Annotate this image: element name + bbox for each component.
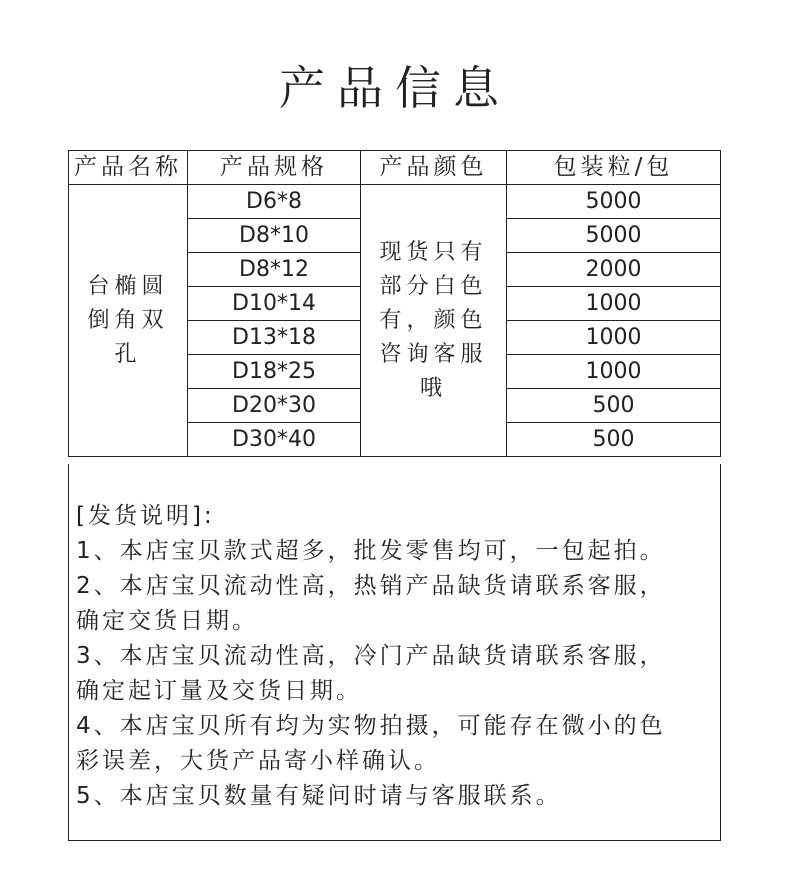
color-note-line: 有，颜色 [379, 307, 488, 333]
qty-cell: 500 [507, 423, 721, 457]
page-title: 产品信息 [279, 61, 511, 115]
notes-heading: [发货说明]: [76, 503, 215, 529]
qty-cell: 1000 [507, 287, 721, 321]
spec-cell: D6*8 [188, 185, 361, 219]
spec-cell: D8*10 [188, 219, 361, 253]
qty-cell: 5000 [507, 185, 721, 219]
qty-cell: 5000 [507, 219, 721, 253]
qty-cell: 1000 [507, 321, 721, 355]
spec-cell: D18*25 [188, 355, 361, 389]
product-name-line: 台椭圆 [87, 273, 169, 299]
spec-cell: D10*14 [188, 287, 361, 321]
header-pack-qty: 包装粒/包 [507, 151, 721, 185]
notes-line: 确定交货日期。 [76, 608, 258, 634]
notes-line: 彩误差，大货产品寄小样确认。 [76, 748, 440, 774]
spec-cell: D20*30 [188, 389, 361, 423]
notes-line: 1、本店宝贝款式超多，批发零售均可，一包起拍。 [76, 538, 666, 564]
product-name-line: 倒角双 [87, 307, 169, 333]
notes-line: 5、本店宝贝数量有疑问时请与客服联系。 [76, 783, 562, 809]
color-note-line: 哦 [419, 375, 447, 401]
notes-line: 3、本店宝贝流动性高，冷门产品缺货请联系客服， [76, 643, 666, 669]
color-note-line: 现货只有 [379, 239, 488, 265]
product-name-cell [69, 185, 188, 457]
qty-cell: 1000 [507, 355, 721, 389]
color-note-line: 咨询客服 [379, 341, 488, 367]
color-note-line: 部分白色 [379, 273, 488, 299]
header-product-name: 产品名称 [69, 151, 188, 185]
table-header-row [69, 151, 721, 185]
shipping-notes [68, 464, 721, 841]
product-table [68, 150, 721, 457]
notes-line: 4、本店宝贝所有均为实物拍摄，可能存在微小的色 [76, 713, 666, 739]
product-name-line: 孔 [114, 341, 142, 367]
qty-cell: 500 [507, 389, 721, 423]
table-row [69, 185, 721, 219]
header-color: 产品颜色 [361, 151, 507, 185]
spec-cell: D30*40 [188, 423, 361, 457]
qty-cell: 2000 [507, 253, 721, 287]
spec-cell: D13*18 [188, 321, 361, 355]
spec-cell: D8*12 [188, 253, 361, 287]
notes-line: 确定起订量及交货日期。 [76, 678, 362, 704]
color-note-cell [361, 185, 507, 457]
notes-line: 2、本店宝贝流动性高，热销产品缺货请联系客服， [76, 573, 666, 599]
header-spec: 产品规格 [188, 151, 361, 185]
